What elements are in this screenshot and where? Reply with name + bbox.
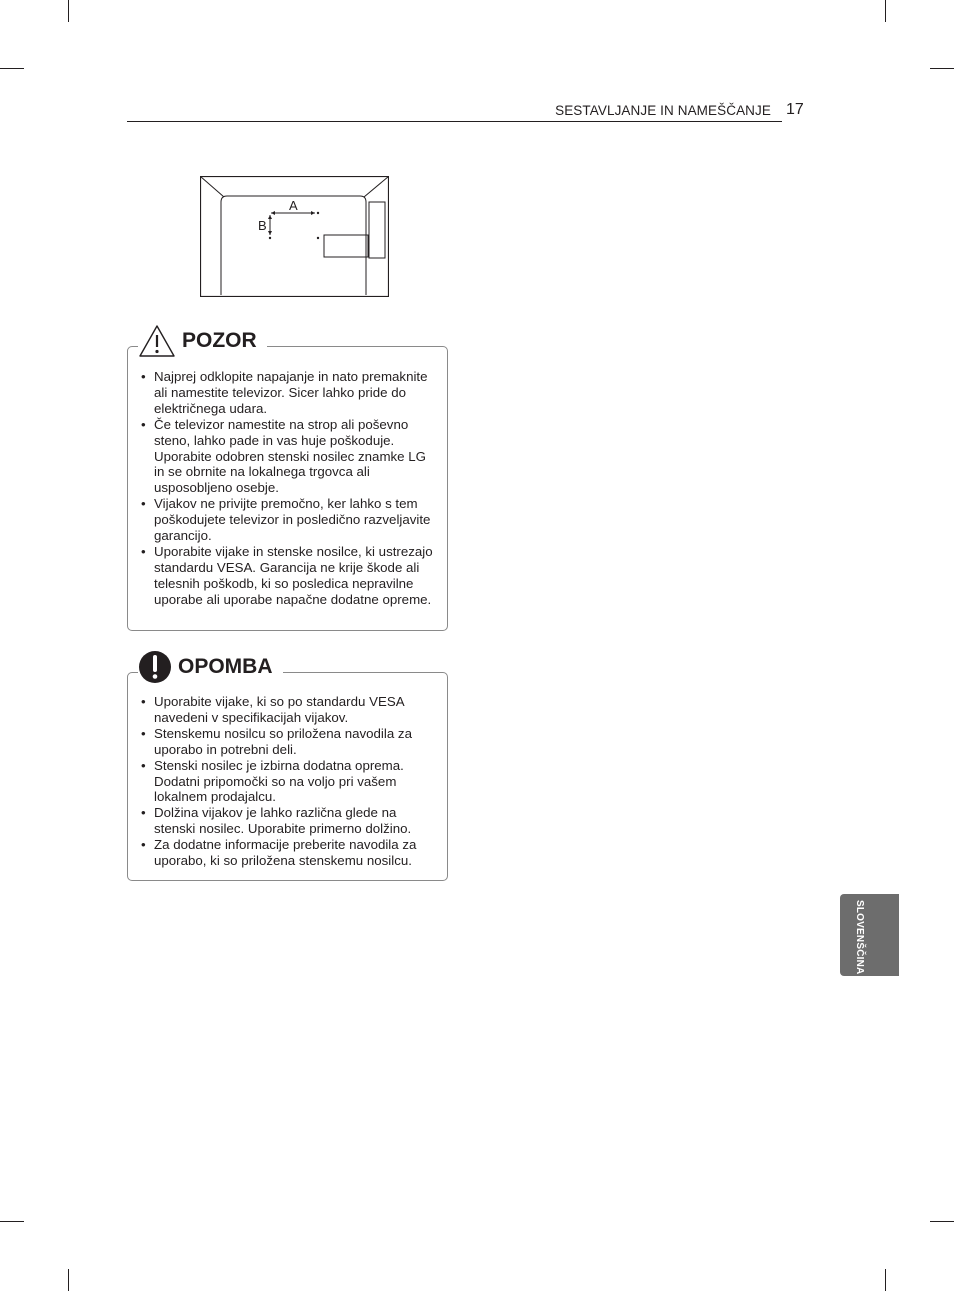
caution-box	[127, 346, 448, 631]
caution-header	[138, 322, 267, 360]
list-item: • Najprej odklopite napajanje in nato premaknite ali namestite televizor. Sicer lahko pride do električnega udara.	[140, 369, 435, 417]
crop-mark	[930, 68, 954, 69]
list-item: • Uporabite vijake in stenske nosilce, ki ustrezajo standardu VESA. Garancija ne krije škode ali telesnih poškodb, ki so posledica nepravilne uporabe ali uporabe napačne dodatne opreme.	[140, 544, 435, 608]
dimension-a-label: A	[289, 198, 298, 213]
section-title: SESTAVLJANJE IN NAMEŠČANJE	[555, 103, 771, 118]
language-tab	[840, 894, 899, 976]
crop-mark	[885, 1269, 886, 1291]
note-header	[138, 648, 283, 686]
header-rule	[127, 121, 782, 122]
exclamation-circle-icon	[138, 650, 172, 684]
note-box	[127, 672, 448, 881]
note-list	[140, 694, 435, 869]
caution-title: POZOR	[182, 329, 257, 352]
tv-back-diagram	[200, 176, 389, 297]
crop-mark	[0, 68, 24, 69]
list-item: • Vijakov ne privijte premočno, ker lahko s tem poškodujete televizor in posledično razveljavite garancijo.	[140, 496, 435, 544]
language-label: SLOVENŠČINA	[854, 900, 865, 975]
list-item: • Za dodatne informacije preberite navodila za uporabo, ki so priložena stenskemu nosilcu.	[140, 837, 435, 869]
caution-list	[140, 369, 435, 608]
crop-mark	[68, 0, 69, 22]
crop-mark	[0, 1221, 24, 1222]
warning-triangle-icon	[138, 324, 176, 358]
crop-mark	[885, 0, 886, 22]
note-title: OPOMBA	[178, 655, 273, 678]
crop-mark	[930, 1221, 954, 1222]
list-item: • Stenskemu nosilcu so priložena navodila za uporabo in potrebni deli.	[140, 726, 435, 758]
list-item: • Dolžina vijakov je lahko različna glede na stenski nosilec. Uporabite primerno dolžino.	[140, 805, 435, 837]
page-number: 17	[786, 101, 804, 118]
dimension-b-label: B	[258, 218, 267, 233]
list-item: • Če televizor namestite na strop ali poševno steno, lahko pade in vas huje poškoduje. Uporabite odobren stenski nosilec znamke LG in se obrnite na lokalnega trgovca ali usposobljeno osebje.	[140, 417, 435, 497]
crop-mark	[68, 1269, 69, 1291]
list-item: • Stenski nosilec je izbirna dodatna oprema. Dodatni pripomočki so na voljo pri vašem lokalnem prodajalcu.	[140, 758, 435, 806]
list-item: • Uporabite vijake, ki so po standardu VESA navedeni v specifikacijah vijakov.	[140, 694, 435, 726]
